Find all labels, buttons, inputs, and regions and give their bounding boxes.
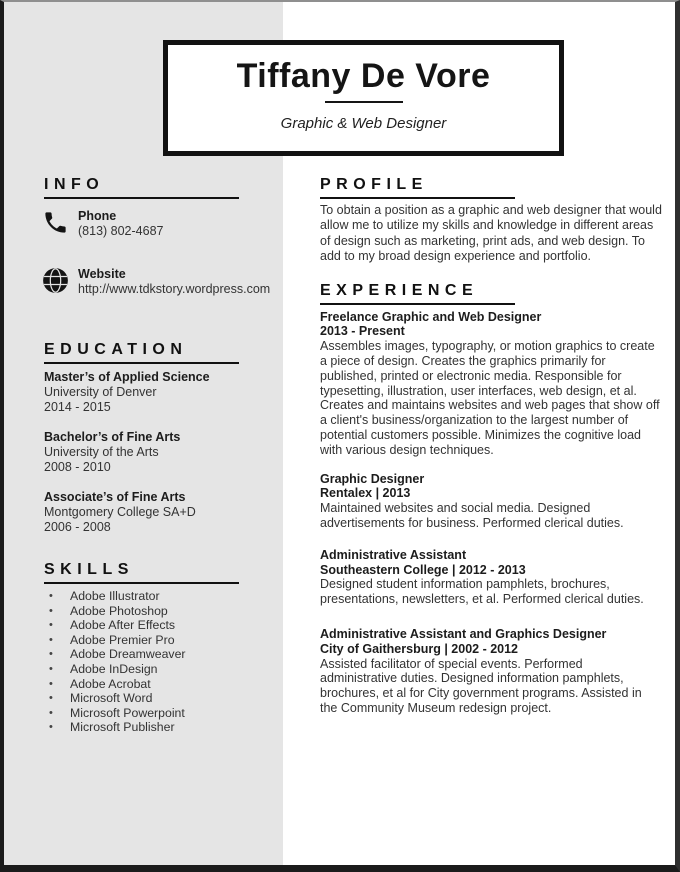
skill-label: Adobe After Effects xyxy=(70,618,176,633)
education-degree: Associate’s of Fine Arts xyxy=(44,490,186,504)
education-entry xyxy=(44,490,254,535)
list-item xyxy=(44,604,254,619)
job-description: Designed student information pamphlets, brochures, presentations, newsletters, et al. Performed clerical duties. xyxy=(320,577,644,607)
job-meta: 2013 - Present xyxy=(320,324,405,339)
main-content xyxy=(320,176,662,716)
skill-label: Adobe Photoshop xyxy=(70,603,168,618)
candidate-title: Graphic & Web Designer xyxy=(280,115,447,132)
job-meta: City of Gaithersburg | 2002 - 2012 xyxy=(320,641,519,656)
experience-entry xyxy=(320,548,662,607)
phone-text xyxy=(78,207,163,239)
list-item xyxy=(44,677,254,692)
skill-label: Adobe Premier Pro xyxy=(70,632,175,647)
list-item xyxy=(44,706,254,721)
info-item-website xyxy=(44,265,271,297)
skills-list xyxy=(44,589,254,735)
skill-label: Microsoft Word xyxy=(70,691,153,706)
bullet-icon: • xyxy=(49,706,53,719)
education-entry xyxy=(44,430,254,475)
education-years: 2006 - 2008 xyxy=(44,520,111,534)
bullet-icon: • xyxy=(49,590,53,602)
candidate-name: Tiffany De Vore xyxy=(236,57,491,95)
list-item xyxy=(44,647,254,662)
info-item-phone xyxy=(44,207,254,239)
bullet-icon: • xyxy=(49,619,53,632)
education-section-heading: EDUCATION xyxy=(44,341,239,364)
skills-section-heading: SKILLS xyxy=(44,561,239,584)
education-degree: Master’s of Applied Science xyxy=(44,370,210,384)
education-years: 2008 - 2010 xyxy=(44,460,111,474)
list-item xyxy=(44,691,254,706)
job-description: Maintained websites and social media. Designed advertisements for business. Performed clerical duties. xyxy=(320,501,624,530)
bullet-icon: • xyxy=(49,648,53,661)
experience-entry xyxy=(320,472,662,531)
globe-icon xyxy=(42,267,69,294)
skill-label: Adobe Dreamweaver xyxy=(70,647,186,662)
bullet-icon: • xyxy=(49,633,53,646)
education-years: 2014 - 2015 xyxy=(44,400,111,414)
job-meta: Rentalex | 2013 xyxy=(320,486,411,501)
bullet-icon: • xyxy=(49,662,53,675)
job-description: Assembles images, typography, or motion graphics to create a piece of design. Creates the graphics primarily for published, printed or electronic media. Responsible for typesetting, illustration, user interfaces, web design, et al. Creates and maintains websites and web pages that show off a client's business/organization to the largest number of potential customers possible. Minimizes the cognitive load with various design techniques. xyxy=(320,339,660,457)
phone-number: (813) 802-4687 xyxy=(78,224,164,238)
education-entry xyxy=(44,370,254,415)
education-school: University of the Arts xyxy=(44,445,159,459)
bullet-icon: • xyxy=(49,721,53,734)
bullet-icon: • xyxy=(49,677,53,690)
website-label: Website xyxy=(78,267,126,281)
skill-label: Microsoft Publisher xyxy=(70,720,175,735)
profile-text: To obtain a position as a graphic and web designer that would allow me to utilize my skills and knowledge in different areas of design such as marketing, print ads, and web design. To add to my broad design experience and portfolio. xyxy=(320,203,662,264)
job-title: Administrative Assistant and Graphics Designer xyxy=(320,626,607,641)
bullet-icon: • xyxy=(49,604,53,617)
website-url: http://www.tdkstory.wordpress.com xyxy=(78,282,271,296)
phone-label: Phone xyxy=(78,209,117,223)
info-section-heading: INFO xyxy=(44,176,239,199)
experience-section-heading: EXPERIENCE xyxy=(320,282,515,305)
sidebar-content xyxy=(44,176,271,735)
education-school: Montgomery College SA+D xyxy=(44,505,196,519)
experience-entry xyxy=(320,627,662,716)
job-description: Assisted facilitator of special events. Performed administrative duties. Designed information pamphlets, brochures, et al for City government programs. Assisted in the Community Museum redesign project. xyxy=(320,656,642,715)
education-school: University of Denver xyxy=(44,385,157,399)
bullet-icon: • xyxy=(49,692,53,705)
job-title: Administrative Assistant xyxy=(320,547,467,562)
job-title: Graphic Designer xyxy=(320,471,425,486)
experience-entry xyxy=(320,310,662,458)
skill-label: Adobe InDesign xyxy=(70,661,158,676)
education-degree: Bachelor’s of Fine Arts xyxy=(44,430,181,444)
name-underline xyxy=(325,101,403,103)
list-item xyxy=(44,633,254,648)
list-item xyxy=(44,618,254,633)
skill-label: Adobe Acrobat xyxy=(70,676,151,691)
header-name-box xyxy=(163,40,564,156)
skill-label: Adobe Illustrator xyxy=(70,589,160,603)
phone-icon xyxy=(42,209,69,236)
list-item xyxy=(44,720,254,735)
list-item xyxy=(44,589,254,604)
list-item xyxy=(44,662,254,677)
job-meta: Southeastern College | 2012 - 2013 xyxy=(320,562,526,577)
profile-section-heading: PROFILE xyxy=(320,176,515,199)
website-text xyxy=(78,265,270,297)
job-title: Freelance Graphic and Web Designer xyxy=(320,309,542,324)
skill-label: Microsoft Powerpoint xyxy=(70,705,185,720)
